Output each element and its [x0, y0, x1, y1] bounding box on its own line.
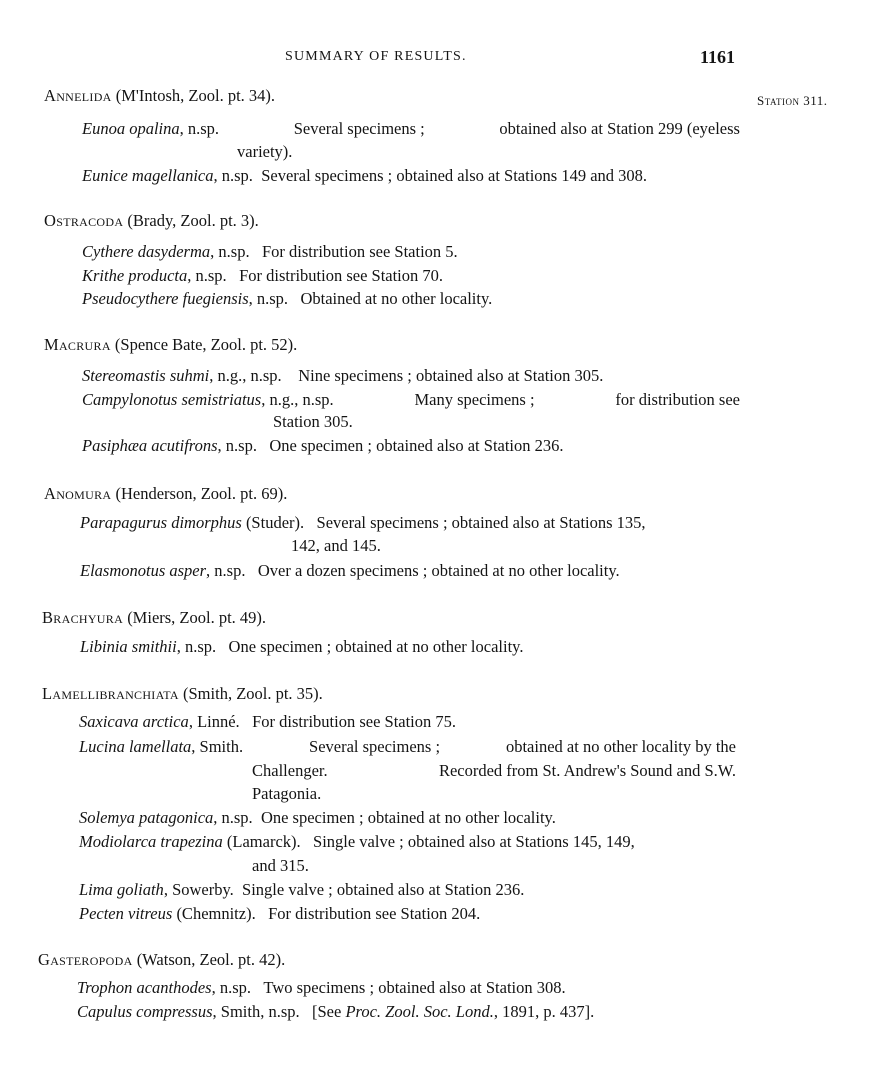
entry-text: Several specimens ; obtained also at Stations 135, [316, 513, 646, 532]
section-heading-annelida [44, 86, 275, 106]
entry-text: Single valve ; obtained also at Stations 145, 149, [313, 832, 635, 851]
species-entry [82, 242, 458, 262]
section-heading-lamellibranchiata [42, 684, 323, 704]
species-entry [82, 266, 443, 286]
species-name: Lucina lamellata [79, 737, 192, 756]
species-name: Capulus compressus [77, 1002, 213, 1021]
group-authority: (Smith, Zool. pt. 35). [183, 684, 323, 703]
entry-text: Several specimens ; [293, 119, 425, 138]
species-entry [79, 737, 736, 757]
entry-text: obtained at no other locality by the [505, 737, 736, 756]
section-heading-anomura [44, 484, 287, 504]
species-name: Solemya patagonica [79, 808, 214, 827]
species-author: , n.g., n.sp. [261, 390, 334, 409]
species-author: (Studer). [241, 513, 305, 532]
species-name: Eunice magellanica [82, 166, 214, 185]
species-name: Pseudocythere fuegiensis [82, 289, 249, 308]
species-entry [82, 289, 492, 309]
entry-continuation: Patagonia. [252, 784, 322, 803]
section-heading-brachyura [42, 608, 266, 628]
species-entry [82, 366, 603, 386]
species-author: , n.sp. [217, 436, 257, 455]
entry-text: One specimen ; obtained at no other locality. [260, 808, 556, 827]
species-entry [79, 808, 556, 828]
species-name: Stereomastis suhmi [82, 366, 210, 385]
species-name: Pasiphæa acutifrons [82, 436, 218, 455]
species-name: Lima goliath [79, 880, 164, 899]
species-entry [77, 978, 566, 998]
group-name: Anomura [44, 484, 112, 503]
entry-text: Several specimens ; [309, 737, 441, 756]
species-name: Libinia smithii [80, 637, 177, 656]
species-entry [77, 1002, 594, 1022]
species-author: , n.sp. [213, 166, 253, 185]
entry-continuation: variety). [237, 142, 293, 161]
section-heading-macrura [44, 335, 297, 355]
species-name: Parapagurus dimorphus [80, 513, 242, 532]
group-name: Brachyura [42, 608, 124, 627]
entry-text: For distribution see Station 5. [261, 242, 458, 261]
species-name: Campylonotus semistriatus [82, 390, 262, 409]
species-author: , n.sp. [248, 289, 289, 308]
species-name: Krithe producta [82, 266, 188, 285]
section-heading-ostracoda [44, 211, 259, 231]
species-name: Elasmonotus asper [80, 561, 207, 580]
entry-text: Nine specimens ; obtained also at Station 305. [298, 366, 604, 385]
entry-text: obtained also at Station 299 (eyeless [499, 119, 740, 138]
entry-continuation: 142, and 145. [291, 536, 381, 555]
entry-text: One specimen ; obtained at no other locality. [228, 637, 524, 656]
species-entry [79, 832, 635, 852]
entry-continuation [252, 761, 736, 781]
section-heading-gasteropoda [38, 950, 285, 970]
entry-text: Many specimens ; [414, 390, 535, 409]
species-author: , n.sp. [179, 119, 220, 138]
entry-text: For distribution see Station 70. [239, 266, 444, 285]
station-label: Station 311. [757, 93, 828, 108]
page-number: 1161 [700, 47, 736, 67]
species-entry [82, 119, 740, 139]
species-entry [80, 637, 523, 657]
species-entry [79, 880, 524, 900]
entry-text: Obtained at no other locality. [300, 289, 493, 308]
species-author: , Smith, n.sp. [212, 1002, 300, 1021]
species-author: , Smith. [191, 737, 244, 756]
species-author: , n.sp. [210, 242, 250, 261]
species-entry [82, 436, 564, 456]
species-name: Cythere dasyderma [82, 242, 211, 261]
species-author: , n.sp. [213, 808, 253, 827]
species-entry [79, 904, 480, 924]
journal-reference: Proc. Zool. Soc. Lond. [345, 1002, 494, 1021]
entry-text: , 1891, p. 437]. [493, 1002, 595, 1021]
species-author: , n.sp. [187, 266, 227, 285]
entry-text: For distribution see Station 204. [268, 904, 481, 923]
entry-text: [See [312, 1002, 346, 1021]
group-name: Lamellibranchiata [42, 684, 179, 703]
species-entry [80, 561, 620, 581]
entry-text: for distribution see [615, 390, 740, 409]
species-name: Modiolarca trapezina [79, 832, 223, 851]
species-name: Eunoa opalina [82, 119, 180, 138]
group-authority: (Brady, Zool. pt. 3). [127, 211, 259, 230]
entry-continuation: and 315. [252, 856, 309, 875]
species-author: , n.sp. [206, 561, 246, 580]
entry-text: Over a dozen specimens ; obtained at no other locality. [257, 561, 620, 580]
species-author: (Chemnitz). [172, 904, 256, 923]
entry-text: Challenger. [252, 761, 328, 780]
running-title: SUMMARY OF RESULTS. [285, 49, 467, 64]
species-author: , n.sp. [211, 978, 252, 997]
species-author: , Linné. [188, 712, 240, 731]
group-authority: (Spence Bate, Zool. pt. 52). [114, 335, 298, 354]
entry-text: For distribution see Station 75. [252, 712, 457, 731]
entry-text: One specimen ; obtained also at Station 236. [269, 436, 564, 455]
group-name: Gasteropoda [38, 950, 133, 969]
entry-text: Several specimens ; obtained also at Stations 149 and 308. [261, 166, 648, 185]
entry-text: Two specimens ; obtained also at Station 308. [263, 978, 566, 997]
group-name: Annelida [44, 86, 112, 105]
species-name: Saxicava arctica [79, 712, 189, 731]
group-authority: (Watson, Zeol. pt. 42). [136, 950, 286, 969]
species-name: Pecten vitreus [79, 904, 173, 923]
entry-text: Single valve ; obtained also at Station 236. [242, 880, 525, 899]
group-authority: (M'Intosh, Zool. pt. 34). [115, 86, 276, 105]
species-name: Trophon acanthodes [77, 978, 212, 997]
species-author: (Lamarck). [222, 832, 301, 851]
species-entry [82, 390, 740, 410]
group-authority: (Miers, Zool. pt. 49). [127, 608, 267, 627]
species-author: , n.sp. [176, 637, 217, 656]
species-author: , Sowerby. [163, 880, 234, 899]
group-name: Macrura [44, 335, 111, 354]
species-author: , n.g., n.sp. [209, 366, 282, 385]
species-entry [82, 166, 647, 186]
entry-text: Recorded from St. Andrew's Sound and S.W. [438, 761, 736, 780]
species-entry [79, 712, 456, 732]
group-authority: (Henderson, Zool. pt. 69). [115, 484, 288, 503]
entry-continuation: Station 305. [273, 412, 353, 431]
species-entry [80, 513, 646, 533]
group-name: Ostracoda [44, 211, 124, 230]
